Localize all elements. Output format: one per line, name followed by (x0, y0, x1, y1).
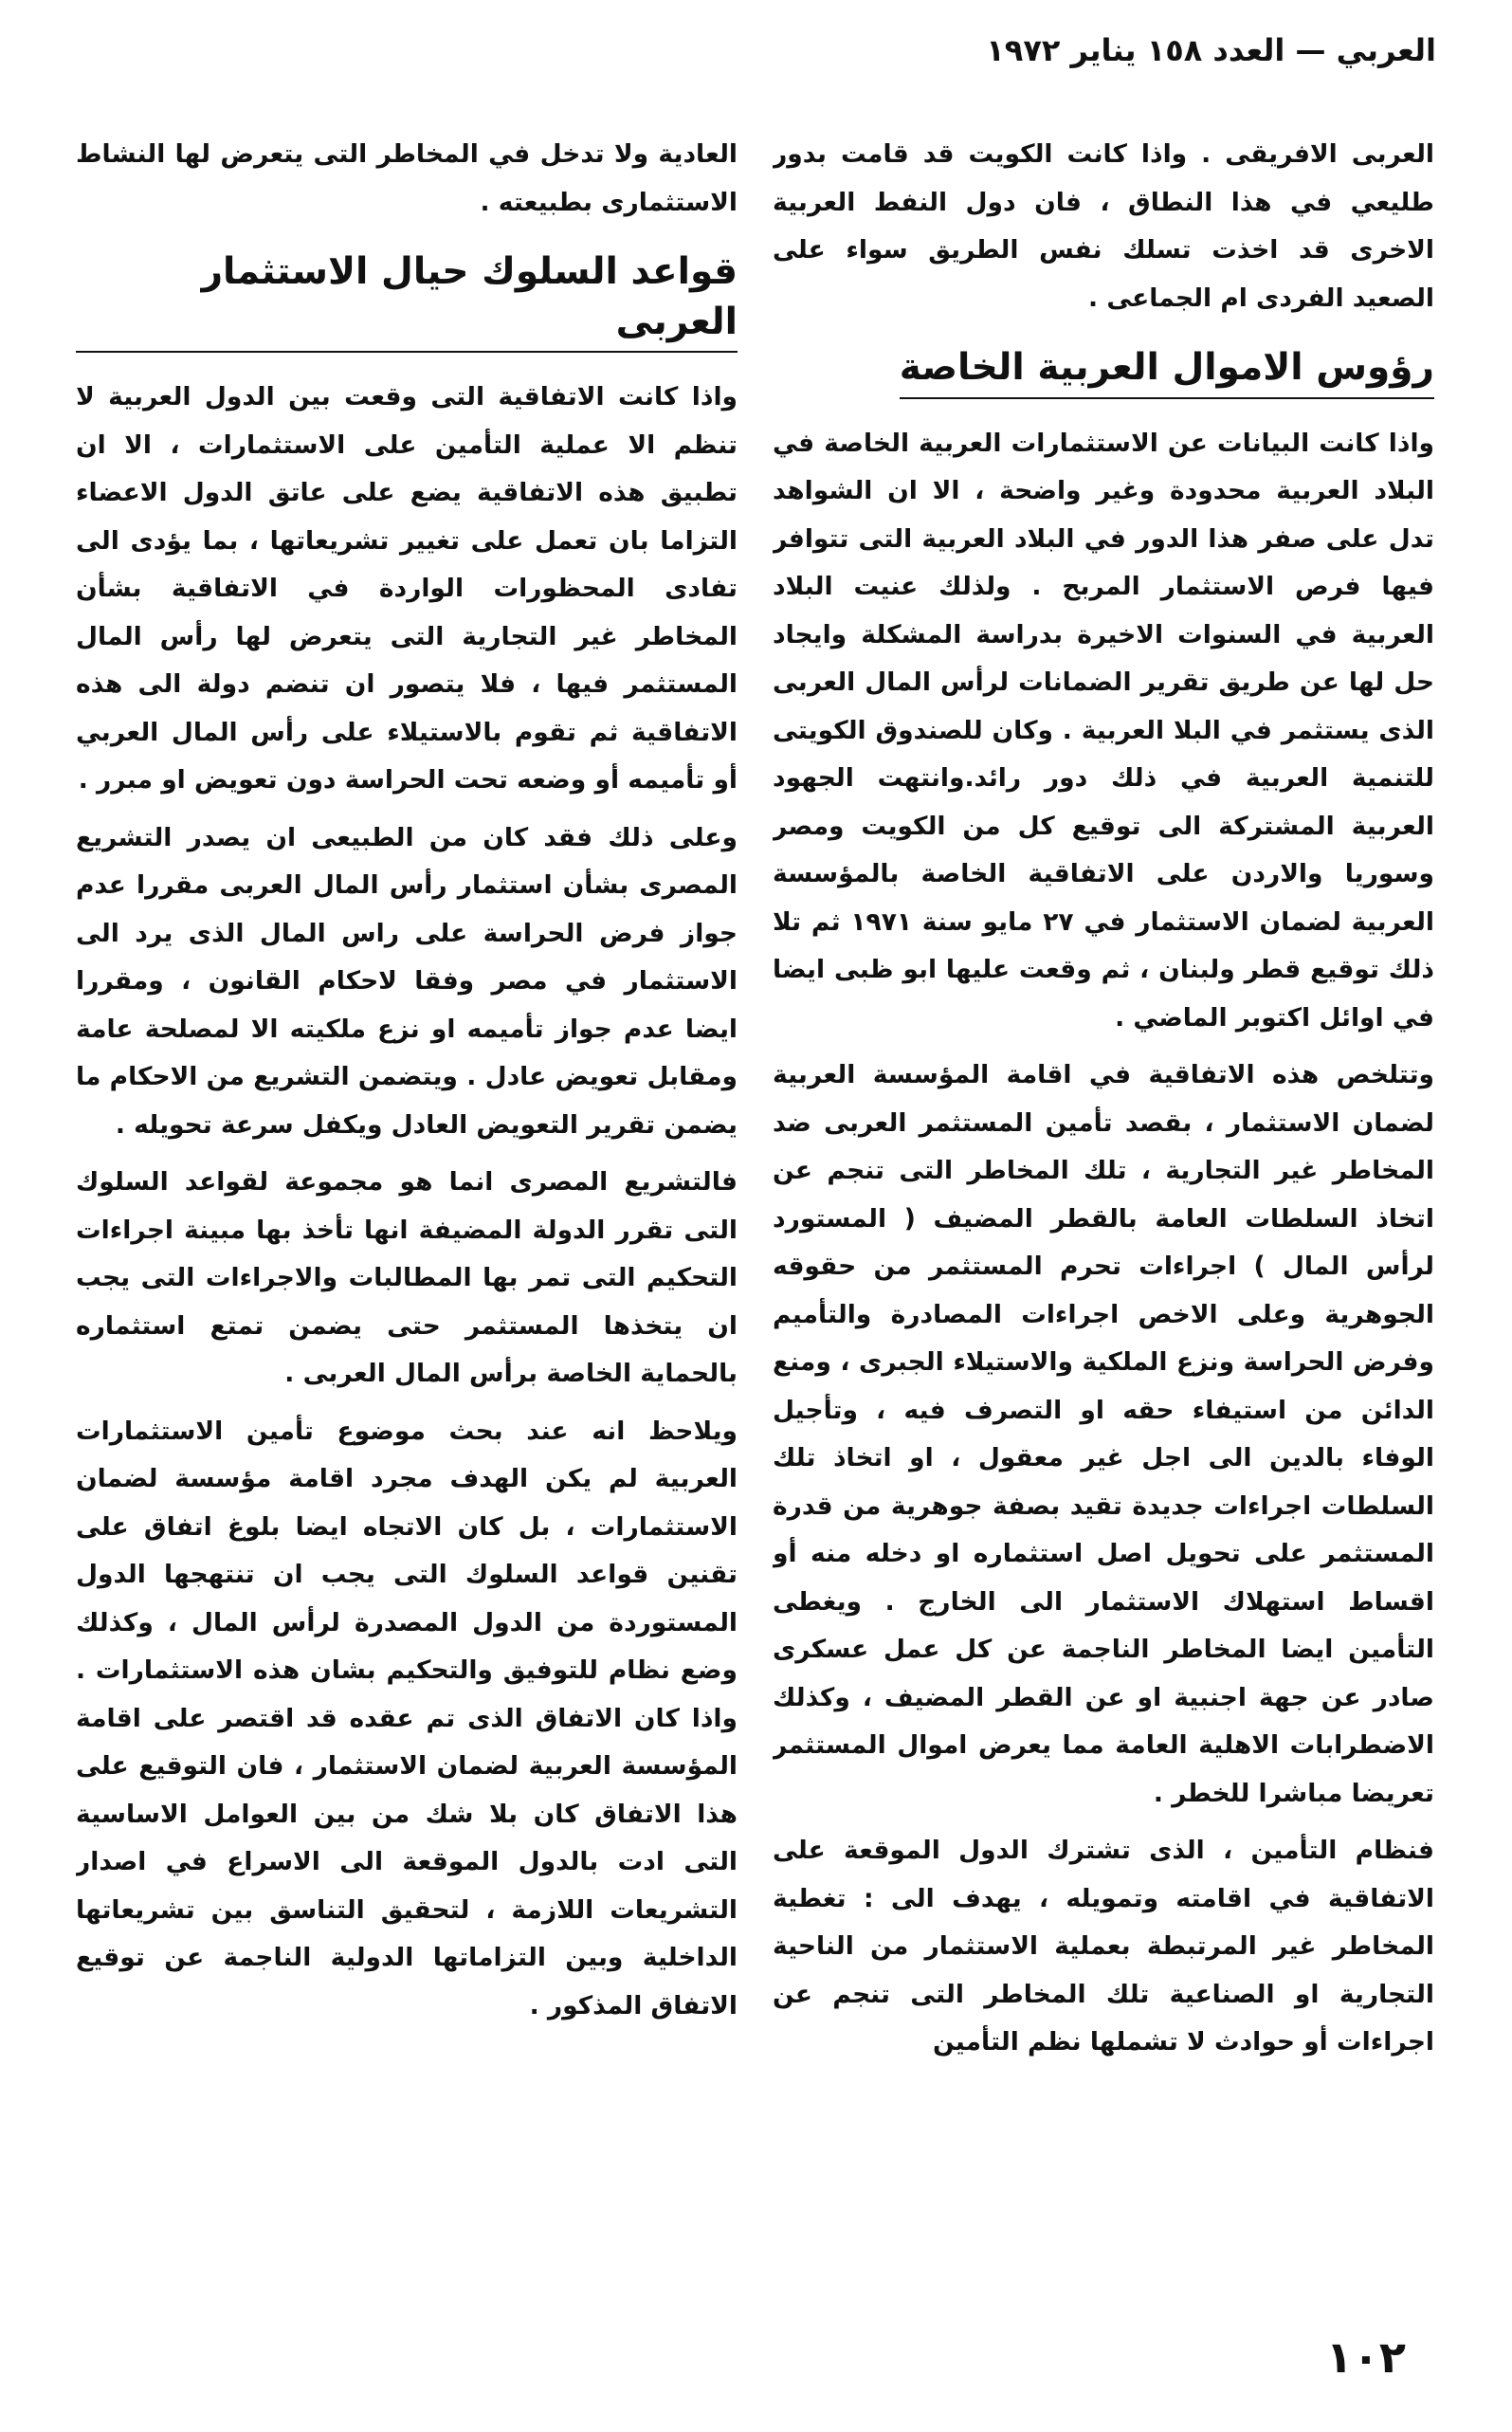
right-paragraph-4: فنظام التأمين ، الذى تشترك الدول الموقعة على الاتفاقية في اقامته وتمويله ، يهدف الى : تغطية المخاطر غير المرتبطة بعملية الاستثمار من الناحية التجارية او الصناعية تلك المخاطر التى تنجم عن اجراءات أو حوادث لا تشملها نظم التأمين (773, 1836, 1434, 2057)
left-paragraph-2: واذا كانت الاتفاقية التى وقعت بين الدول العربية لا تنظم الا عملية التأمين على الاستثمارات ، الا ان تطبيق هذه الاتفاقية يضع على عاتق الدول الاعضاء التزاما بان تعمل على تغيير تشريعاتها ، بما يؤدى الى تفادى المحظورات الواردة في الاتفاقية بشأن المخاطر غير التجارية التى يتعرض لها رأس المال المستثمر فيها ، فلا يتصور ان تنضم دولة الى هذه الاتفاقية ثم تقوم بالاستيلاء على رأس المال العربي أو تأميمه أو وضعه تحت الحراسة دون تعويض او مبرر . (76, 382, 738, 795)
section-heading-rules-of-conduct: قواعد السلوك حيال الاستثمار العربى (76, 247, 738, 353)
left-paragraph-5: ويلاحظ انه عند بحث موضوع تأمين الاستثمارات العربية لم يكن الهدف مجرد اقامة مؤسسة لضمان الاستثمارات ، بل كان الاتجاه ايضا بلوغ اتفاق على تقنين قواعد السلوك التى يجب ان تنتهجها الدول المستوردة من الدول المصدرة لرأس المال ، وكذلك وضع نظام للتوفيق والتحكيم بشان هذه الاستثمارات . واذا كان الاتفاق الذى تم عقده قد اقتصر على اقامة المؤسسة العربية لضمان الاستثمار ، فان التوقيع على هذا الاتفاق كان بلا شك من بين العوامل الاساسية التى ادت بالدول الموقعة الى الاسراع في اصدار التشريعات اللازمة ، لتحقيق التناسق بين تشريعاتها الداخلية وبين التزاماتها الدولية الناجمة عن توقيع الاتفاق المذكور . (76, 1416, 738, 2021)
left-heading-wrap (76, 236, 738, 374)
right-column (773, 131, 1434, 2331)
right-paragraph-1: العربى الافريقى . واذا كانت الكويت قد قامت بدور طليعي في هذا النطاق ، فان دول النفط العربية الاخرى قد اخذت تسلك نفس الطريق سواء على الصعيد الفردى ام الجماعى . (773, 139, 1434, 313)
page-number: ١٠٢ (1325, 2331, 1406, 2383)
right-paragraph-2: واذا كانت البيانات عن الاستثمارات العربية الخاصة في البلاد العربية محدودة وغير واضحة ، الا ان الشواهد تدل على صفر هذا الدور في البلاد العربية التى تتوافر فيها فرص الاستثمار المربح . ولذلك عنيت البلاد العربية في السنوات الاخيرة بدراسة المشكلة وايجاد حل لها عن طريق تقرير الضمانات لرأس المال العربى الذى يستثمر في البلا العربية . وكان للصندوق الكويتى للتنمية العربية في ذلك دور رائد.وانتهت الجهود العربية المشتركة الى توقيع كل من الكويت ومصر وسوريا والاردن على الاتفاقية الخاصة بالمؤسسة العربية لضمان الاستثمار في ٢٧ مايو سنة ١٩٧١ ثم تلا ذلك توقيع قطر ولبنان ، ثم وقعت عليها ابو ظبى ايضا في اوائل اكتوبر الماضي . (773, 428, 1434, 1033)
left-paragraph-4: فالتشريع المصرى انما هو مجموعة لقواعد السلوك التى تقرر الدولة المضيفة انها تأخذ بها مبينة اجراءات التحكيم التى تمر بها المطالبات والاجراءات التى يجب ان يتخذها المستثمر حتى يضمن تمتع استثماره بالحماية الخاصة برأس المال العربى . (76, 1167, 738, 1389)
left-paragraph-1: العادية ولا تدخل في المخاطر التى يتعرض لها النشاط الاستثمارى بطبيعته . (76, 139, 738, 217)
running-header: العربي — العدد ١٥٨ يناير ١٩٧٢ (986, 32, 1436, 68)
right-heading-wrap (773, 332, 1434, 420)
right-paragraph-3: وتتلخص هذه الاتفاقية في اقامة المؤسسة العربية لضمان الاستثمار ، بقصد تأمين المستثمر العربى ضد المخاطر غير التجارية ، تلك المخاطر التى تنجم عن اتخاذ السلطات العامة بالقطر المضيف ( المستورد لرأس المال ) اجراءات تحرم المستثمر من حقوقه الجوهرية وعلى الاخص اجراءات المصادرة والتأميم وفرض الحراسة ونزع الملكية والاستيلاء الجبرى ، ومنع الدائن من استيفاء حقه او التصرف فيه ، وتأجيل الوفاء بالدين الى اجل غير معقول ، او اتخاذ تلك السلطات اجراءات جديدة تقيد بصفة جوهرية من قدرة المستثمر على تحويل اصل استثماره او دخله منه أو اقساط استهلاك الاستثمار الى الخارج . ويغطى التأمين ايضا المخاطر الناجمة عن كل عمل عسكرى صادر عن جهة اجنبية او عن القطر المضيف ، وكذلك الاضطرابات الاهلية العامة مما يعرض اموال المستثمر تعريضا مباشرا للخطر . (773, 1060, 1434, 1808)
left-column (76, 131, 738, 2331)
section-heading-private-capital: رؤوس الاموال العربية الخاصة (900, 343, 1434, 399)
left-paragraph-3: وعلى ذلك فقد كان من الطبيعى ان يصدر التشريع المصرى بشأن استثمار رأس المال العربى مقررا عدم جواز فرض الحراسة على راس المال الذى يرد الى الاستثمار في مصر وفقا لاحكام القانون ، ومقررا ايضا عدم جواز تأميمه او نزع ملكيته الا لمصلحة عامة ومقابل تعويض عادل . ويتضمن التشريع من الاحكام ما يضمن تقرير التعويض العادل ويكفل سرعة تحويله . (76, 822, 738, 1140)
